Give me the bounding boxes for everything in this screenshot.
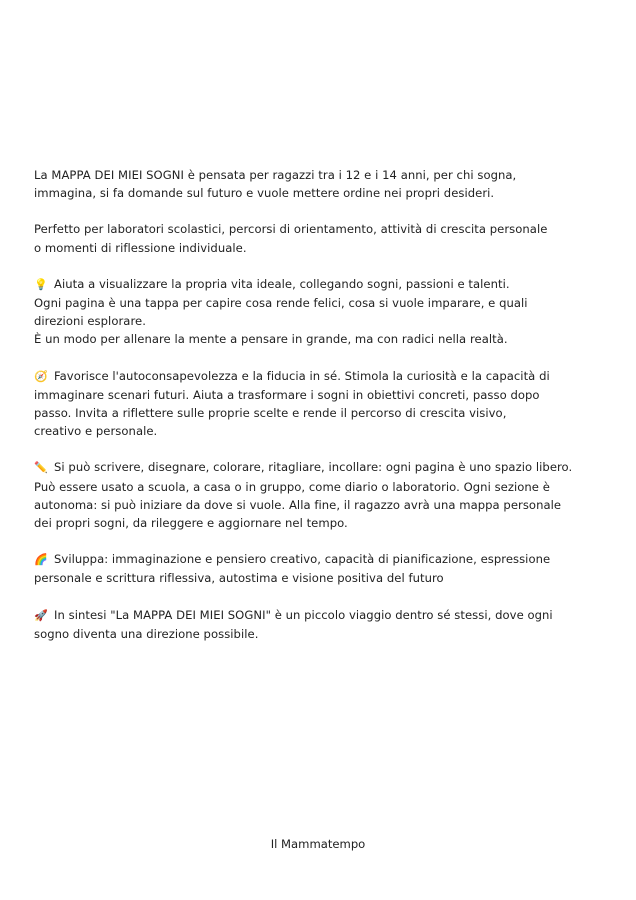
rainbow-icon: 🌈 (34, 553, 48, 567)
usage-line: autonoma: si può iniziare da dove si vuole. Alla fine, il ragazzo avrà una mappa personale (34, 497, 562, 512)
intro-paragraph (34, 166, 604, 202)
usage-line (34, 458, 604, 477)
awareness-paragraph (34, 367, 604, 441)
usage-paragraph (34, 458, 604, 532)
pencil-icon: ✏️ (34, 461, 48, 475)
awareness-line: creativo e personale. (34, 424, 158, 439)
usage-line: Può essere usato a scuola, a casa o in gruppo, come diario o laboratorio. Ogni sezione è (34, 479, 550, 494)
light-bulb-icon: 💡 (34, 277, 48, 291)
intro-line: La MAPPA DEI MIEI SOGNI è pensata per ragazzi tra i 12 e i 14 anni, per chi sogna, (34, 168, 517, 182)
awareness-line: immaginare scenari futuri. Aiuta a trasformare i sogni in obiettivi concreti, passo dopo (34, 387, 540, 402)
visualize-line: Ogni pagina è una tappa per capire cosa rende felici, cosa si vuole imparare, e quali (34, 296, 528, 311)
summary-line: sogno diventa una direzione possibile. (34, 626, 259, 641)
description-text (34, 166, 604, 661)
compass-icon: 🧭 (34, 369, 48, 383)
visualize-line: direzioni esplorare. (34, 314, 146, 329)
summary-line (34, 606, 604, 625)
awareness-line (34, 367, 604, 386)
visualize-line (34, 275, 604, 294)
develops-line-text: Sviluppa: immaginazione e pensiero creativo, capacità di pianificazione, espressione (54, 552, 551, 567)
visualize-paragraph (34, 275, 604, 349)
footer-author: Il Mammatempo (270, 837, 366, 851)
develops-line (34, 550, 604, 569)
develops-line: personale e scrittura riflessiva, autostima e visione positiva del futuro (34, 571, 444, 586)
audience-line: Perfetto per laboratori scolastici, percorsi di orientamento, attività di crescita personale (34, 222, 548, 237)
visualize-line-text: Aiuta a visualizzare la propria vita ideale, collegando sogni, passioni e talenti. (54, 276, 510, 291)
usage-line-text: Si può scrivere, disegnare, colorare, ritagliare, incollare: ogni pagina è uno spazio libero. (54, 460, 573, 475)
audience-line: o momenti di riflessione individuale. (34, 240, 247, 255)
rocket-icon: 🚀 (34, 608, 48, 622)
awareness-line: passo. Invita a riflettere sulle proprie scelte e rende il percorso di crescita visivo, (34, 406, 507, 421)
audience-paragraph (34, 220, 604, 256)
summary-line-text: In sintesi "La MAPPA DEI MIEI SOGNI" è un piccolo viaggio dentro sé stessi, dove ogni (54, 607, 553, 622)
usage-line: dei propri sogni, da rileggere e aggiornare nel tempo. (34, 516, 348, 531)
summary-paragraph (34, 606, 604, 643)
intro-line: immagina, si fa domande sul futuro e vuole mettere ordine nei propri desideri. (34, 186, 495, 201)
awareness-line-text: Favorisce l'autoconsapevolezza e la fiducia in sé. Stimola la curiosità e la capacità di (54, 368, 550, 383)
develops-paragraph (34, 550, 604, 587)
visualize-line: È un modo per allenare la mente a pensare in grande, ma con radici nella realtà. (34, 332, 508, 347)
